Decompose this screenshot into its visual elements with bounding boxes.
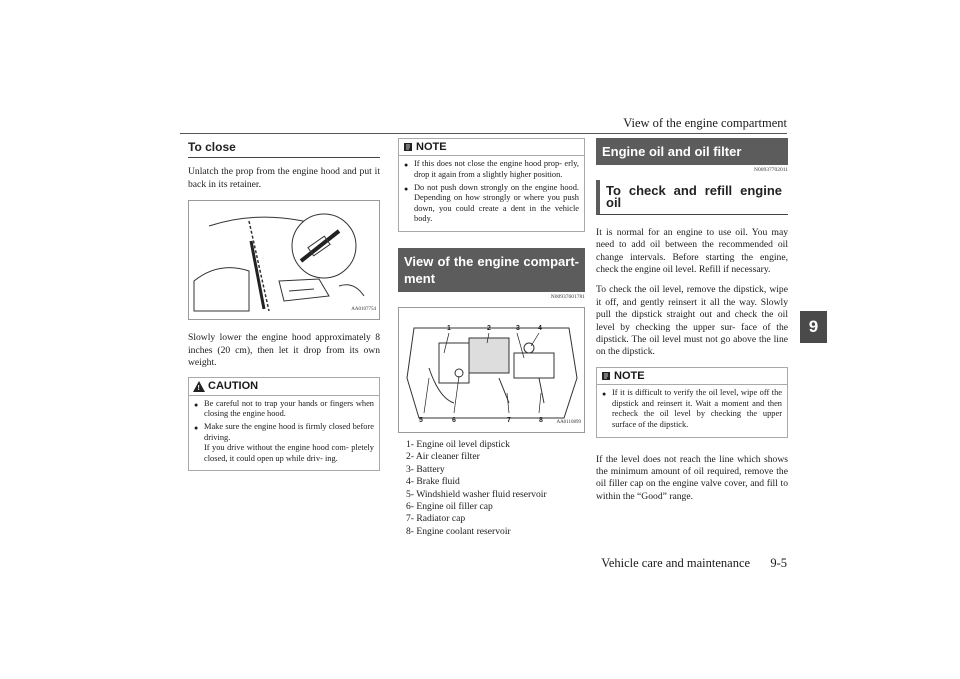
bullet-icon: ●	[404, 161, 409, 170]
footer-section: Vehicle care and maintenance	[601, 556, 751, 570]
running-header: View of the engine compartment	[623, 116, 787, 130]
bullet-icon: ●	[194, 400, 199, 409]
callout-label: 1	[447, 324, 451, 332]
list-item: 8- Engine coolant reservoir	[406, 525, 511, 537]
callout-label: 2	[487, 324, 491, 332]
oil-paragraph-3: If the level does not reach the line which shows the minimum amount of oil required, remove the oil filler cap on the engine valve cover, and fill to within the “Good” range.	[596, 453, 788, 502]
column-2	[398, 138, 585, 538]
engine-compartment-illustration	[399, 308, 584, 432]
column-3	[596, 138, 788, 503]
oil-paragraph-2: To check the oil level, remove the dipstick, wipe it off, and gently reinsert it all the way. Slowly pull the dipstick straight out and check the oil level by checking the upper sur- face of the dipstick. The oil level must not go above the line on the dipstick.	[596, 284, 788, 358]
callout-label: 4	[538, 324, 542, 332]
note-body	[399, 156, 584, 231]
note-icon	[601, 371, 611, 381]
caution-title: CAUTION	[208, 380, 259, 393]
note-icon	[403, 142, 413, 152]
list-item: 7- Radiator cap	[406, 513, 466, 525]
caution-body	[189, 396, 379, 471]
list-item: 3- Battery	[406, 463, 445, 475]
engine-compartment-figure	[398, 307, 585, 433]
callout-label: 7	[507, 416, 511, 424]
bullet-icon: ●	[602, 390, 607, 399]
callout-label: 8	[539, 416, 543, 424]
caution-title-row	[189, 378, 379, 395]
note-title: NOTE	[416, 141, 447, 153]
column-1	[188, 138, 380, 471]
to-close-heading: To close	[188, 138, 380, 158]
section-code: N00937702011	[753, 167, 788, 173]
caution-item: ● Be careful not to trap your hands or fingers when closing the engine hood.	[194, 398, 374, 419]
bullet-icon: ●	[194, 424, 199, 433]
page-footer	[560, 556, 787, 571]
oil-paragraph-1: It is normal for an engine to use oil. You may need to add oil between the recommended oil change intervals. Before starting the engine, check the engine oil level. Refill if necessary.	[596, 226, 788, 276]
caution-box	[188, 377, 380, 471]
chapter-tab: 9	[800, 311, 827, 343]
header-rule	[180, 133, 787, 134]
figure-code: AA0110899	[556, 419, 581, 425]
callout-label: 5	[419, 416, 423, 424]
list-item: 5- Windshield washer fluid reservoir	[406, 488, 547, 500]
list-item: 4- Brake fluid	[406, 476, 460, 488]
bullet-icon: ●	[404, 184, 409, 193]
list-item: 1- Engine oil level dipstick	[406, 438, 510, 450]
hood-prop-illustration	[189, 201, 379, 319]
component-list	[398, 439, 585, 538]
engine-oil-heading: Engine oil and oil filter	[596, 138, 788, 165]
footer-page-number: 9-5	[770, 556, 787, 570]
to-close-paragraph-1: Unlatch the prop from the engine hood and put it back in its retainer.	[188, 166, 380, 190]
note-item: ● Do not push down strongly on the engine hood. Depending on how strongly or where you push down, you could create a dent in the vehicle body.	[404, 182, 579, 224]
note-item: ● If it is difficult to verify the oil level, wipe off the dipstick and reinsert it. Wait a moment and then recheck the oil level by checking the upper surface of the dipstick.	[602, 388, 782, 430]
note-body	[597, 385, 787, 436]
note-title-row	[597, 368, 787, 385]
list-item: 6- Engine oil filler cap	[406, 501, 493, 512]
caution-item: ● Make sure the engine hood is firmly closed before driving. If you drive without the engine hood com- pletely closed, it could open up while driv- ing.	[194, 422, 374, 463]
note-box-1	[398, 138, 585, 232]
engine-compartment-heading: View of the engine compart- ment	[398, 248, 585, 292]
list-item: 2- Air cleaner filter	[406, 451, 480, 463]
callout-label: 3	[516, 324, 520, 332]
warning-icon	[193, 381, 205, 392]
note-title-row	[399, 139, 584, 156]
hood-prop-figure	[188, 200, 380, 320]
note-title: NOTE	[614, 369, 645, 382]
note-box-2	[596, 367, 788, 438]
figure-code: AA0107754	[351, 306, 376, 312]
note-item: ● If this does not close the engine hood prop- erly, drop it again from a slightly higher position.	[404, 159, 579, 179]
to-close-paragraph-2: Slowly lower the engine hood approximately 8 inches (20 cm), then let it drop from its own weight.	[188, 332, 380, 369]
check-refill-heading: To check and refill engine oil	[596, 180, 788, 215]
section-code: N00937601781	[550, 293, 585, 300]
callout-label: 6	[452, 416, 456, 424]
